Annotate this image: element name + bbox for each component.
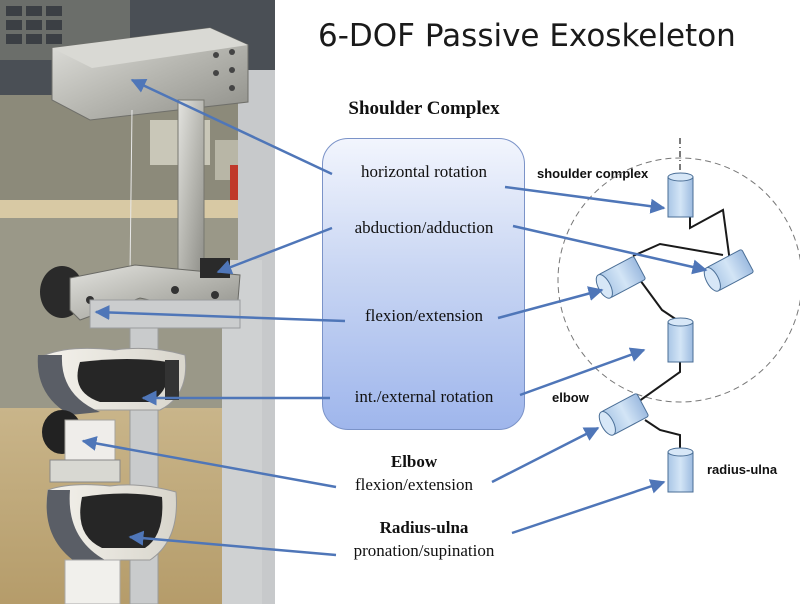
schematic-label-radius-ulna: radius-ulna [707, 462, 778, 477]
arrow-flexion-to-photo [96, 312, 345, 321]
joint-int-external-rotation [668, 318, 693, 362]
callout-arrows [83, 80, 706, 555]
elbow-flexion-label: flexion/extension [354, 475, 474, 494]
arrow-abduction-to-schematic [513, 226, 706, 270]
schematic-label-elbow: elbow [552, 390, 589, 405]
arrow-horizontal-to-photo [132, 80, 332, 174]
label-abduction-adduction: abduction/adduction [354, 218, 494, 237]
joint-shoulder-horizontal [668, 173, 693, 217]
schematic-label-shoulder-complex: shoulder complex [537, 166, 649, 181]
arrow-radius-to-photo [130, 537, 336, 555]
arrow-elbow-to-schematic [492, 428, 598, 482]
arrow-elbow-to-photo [83, 441, 336, 487]
arrow-radius-to-schematic [512, 482, 664, 533]
pronation-supination-label: pronation/supination [353, 541, 495, 560]
elbow-heading: Elbow [390, 452, 438, 471]
shoulder-complex-heading: Shoulder Complex [348, 98, 500, 119]
diagram-title: 6-DOF Passive Exoskeleton [318, 18, 736, 54]
label-horizontal-rotation: horizontal rotation [360, 162, 488, 181]
arrow-rotation-to-schematic [520, 350, 644, 395]
label-flexion-extension: flexion/extension [364, 306, 484, 325]
joint-flexion [593, 256, 646, 301]
joint-radius-ulna [668, 448, 693, 492]
label-int-external-rotation: int./external rotation [354, 387, 494, 406]
radius-ulna-heading: Radius-ulna [379, 518, 469, 537]
arrow-abduction-to-photo [218, 228, 332, 272]
joint-abduction [701, 249, 754, 294]
arrow-flexion-to-schematic [498, 290, 602, 318]
